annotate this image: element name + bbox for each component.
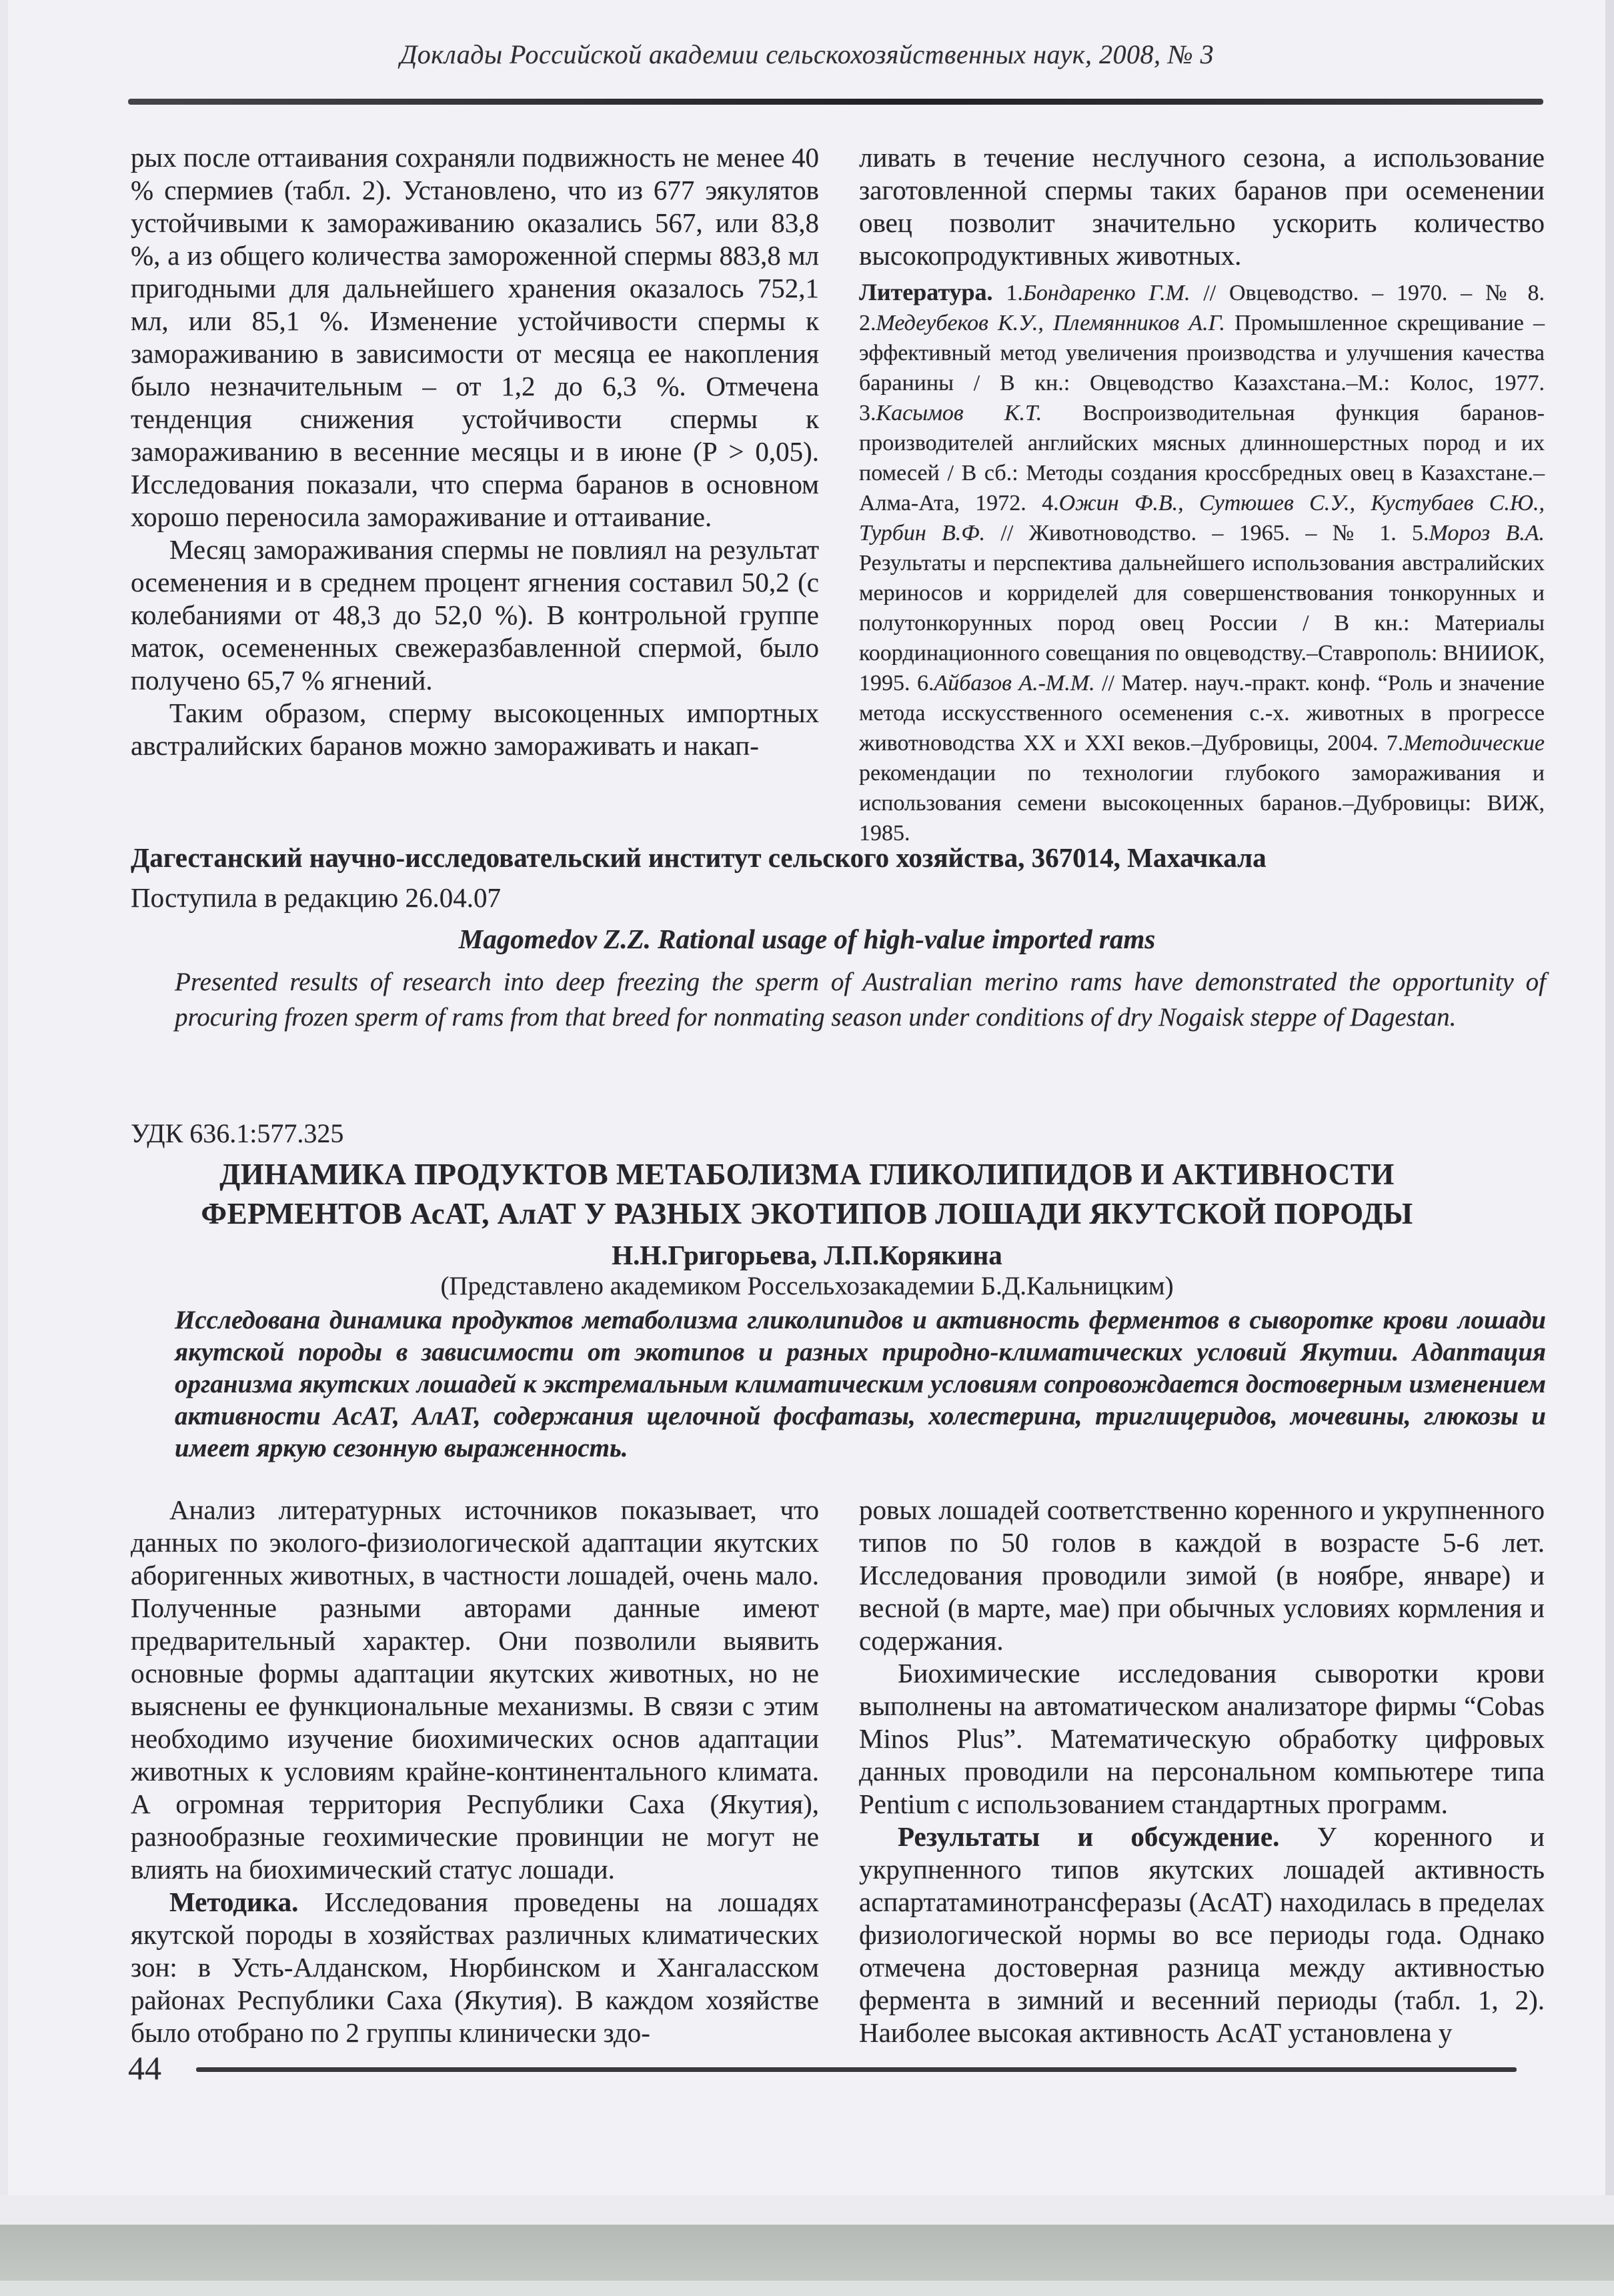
article2-methods-paragraph <box>131 1886 819 2049</box>
article1-left-column <box>131 141 819 762</box>
scanner-background-light-strip <box>0 2281 1614 2296</box>
references-block <box>859 277 1545 848</box>
methods-lead-in: Методика. <box>169 1887 299 1917</box>
article1-paragraph: рых после оттаивания сохраняли подвижность не менее 40 % спермиев (табл. 2). Установлено, что из 677 эякулятов устойчивыми к замораживанию оказались 567, или 83,8 %, а из общего количества замороженной спермы 883,8 мл пригодными для дальнейшего хранения оказалось 752,1 мл, или 85,1 %. Изменение устойчивости спермы к замораживанию в зависимости от месяца ее накопления было незначительным – от 1,2 до 6,3 %. Отмечена тенденция снижения устойчивости спермы к замораживанию в весенние месяцы и в июне (Р > 0,05). Исследования показали, что сперма баранов в основном хорошо переносила замораживание и оттаивание. <box>131 142 819 532</box>
article1-paragraph: Месяц замораживания спермы не повлиял на результат осеменения и в среднем процент ягнения составил 50,2 (с колебаниями от 48,3 до 52,0 %). В контрольной группе маток, осемененных свежеразбавленной спермой, было получено 65,7 % ягнений. <box>131 534 819 696</box>
footer-rule <box>196 2067 1517 2072</box>
article2-title-line2: ФЕРМЕНТОВ АсАТ, АлАТ У РАЗНЫХ ЭКОТИПОВ ЛОШАДИ ЯКУТСКОЙ ПОРОДЫ <box>201 1197 1413 1230</box>
article2-results-paragraph <box>859 1821 1545 2049</box>
article1-right-column <box>859 141 1545 848</box>
article1-english-abstract: Presented results of research into deep freezing the sperm of Australian merino rams have demonstrated the opportunity of procuring frozen sperm of rams from that breed for nonmating season under conditions of dry Nogaisk steppe of Dagestan. <box>175 968 1546 1032</box>
journal-running-head: Доклады Российской академии сельскохозяйственных наук, 2008, № 3 <box>399 39 1215 69</box>
article2-right-column <box>859 1494 1545 2049</box>
article2-title-line1: ДИНАМИКА ПРОДУКТОВ МЕТАБОЛИЗМА ГЛИКОЛИПИДОВ И АКТИВНОСТИ <box>219 1158 1395 1191</box>
article2-paragraph: Анализ литературных источников показывает, что данных по эколого-физиологической адаптации якутских аборигенных животных, в частности лошадей, очень мало. Полученные разными авторами данные имеют предварительный характер. Они позволили выявить основные формы адаптации якутских животных, но не выяснены ее функциональные механизмы. В связи с этим необходимо изучение биохимических основ адаптации животных к условиям крайне-континентального климата. А огромная территория Республики Саха (Якутия), разнообразные геохимические провинции не могут не влиять на биохимический статус лошади. <box>131 1494 819 1885</box>
paper-left-edge <box>0 0 8 2227</box>
methods-text: Исследования проведены на лошадях якутской породы в хозяйствах различных климатических зон: в Усть-Алданском, Нюрбинском и Хангаласском районах Республики Саха (Якутия). В каждом хозяйстве было отобрано по 2 группы клинически здо- <box>131 1887 819 2048</box>
article2-paragraph: ровых лошадей соответственно коренного и укрупненного типов по 50 голов в каждой в возрасте 5-6 лет. Исследования проводили зимой (в ноябре, январе) и весной (в марте, мае) при обычных условиях кормления и содержания. <box>859 1494 1545 1656</box>
article1-paragraph: ливать в течение неслучного сезона, а использование заготовленной спермы таких баранов при осеменении овец позволит значительно ускорить количество высокопродуктивных животных. <box>859 142 1545 271</box>
article2-title <box>140 1155 1474 1234</box>
results-text: У коренного и укрупненного типов якутских лошадей активность аспартатаминотрансферазы (АсАТ) находилась в пределах физиологической нормы во все периоды года. Однако отмечена достоверная разница между активностью фермента в зимний и весенний периоды (табл. 1, 2). Наиболее высокая активность АсАТ установлена у <box>859 1821 1545 2048</box>
header-rule <box>128 99 1543 105</box>
article1-received-date: Поступила в редакцию 26.04.07 <box>131 882 502 913</box>
literature-label: Литература. <box>859 279 993 305</box>
paper-right-edge <box>1605 0 1614 2227</box>
page-number: 44 <box>128 2049 161 2087</box>
article2-paragraph: Биохимические исследования сыворотки крови выполнены на автоматическом анализаторе фирмы “Cobas Minos Plus”. Математическую обработку цифровых данных проводили на персональном компьютере типа Pentium с использованием стандартных программ. <box>859 1658 1545 1819</box>
paper-bottom-edge <box>0 2195 1614 2225</box>
scanner-background-band <box>0 2225 1614 2281</box>
article2-presented-by: (Представлено академиком Россельхозакадемии Б.Д.Кальницким) <box>440 1272 1174 1300</box>
article1-english-title: Magomedov Z.Z. Rational usage of high-value imported rams <box>458 924 1156 954</box>
article1-affiliation: Дагестанский научно-исследовательский институт сельского хозяйства, 367014, Махачкала <box>131 842 1267 873</box>
article2-udk: УДК 636.1:577.325 <box>131 1118 344 1148</box>
article1-paragraph: Таким образом, сперму высокоценных импортных австралийских баранов можно замораживать и накап- <box>131 698 819 761</box>
references-text: 1.Бондаренко Г.М. // Овцеводство. – 1970. – № 8. 2.Медеубеков К.У., Племянников А.Г. Промышленное скрещивание – эффективный метод увеличения производства и улучшения качества баранины / В кн.: Овцеводство Казахстана.–М.: Колос, 1977. 3.Касымов К.Т. Воспроизводительная функция баранов-производителей английских мясных длинношерстных пород и их помесей / В сб.: Методы создания кроссбредных овец в Казахстане.–Алма-Ата, 1972. 4.Ожин Ф.В., Сутюшев С.У., Кустубаев С.Ю., Турбин В.Ф. // Животноводство. – 1965. – № 1. 5.Мороз В.А. Результаты и перспектива дальнейшего использования австралийских мериносов и корриделей для совершенствования тонкорунных и полутонкорунных пород овец России / В кн.: Материалы координационного совещания по овцеводству.–Ставрополь: ВНИИОК, 1995. 6.Айбазов А.-М.М. // Матер. науч.-практ. конф. “Роль и значение метода исскусственного осеменения с.-х. животных в прогрессе животноводства XX и XXI веков.–Дубровицы, 2004. 7.Методические рекомендации по технологии глубокого замораживания и использования семени высокоценных баранов.–Дубровицы: ВИЖ, 1985. <box>859 281 1545 846</box>
article2-russian-abstract: Исследована динамика продуктов метаболизма гликолипидов и активность ферментов в сыворотке крови лошади якутской породы в зависимости от экотипов и разных природно-климатических условий Якутии. Адаптация организма якутских лошадей к экстремальным климатическим условиям сопровождается достоверным изменением активности АсАТ, АлАТ, содержания щелочной фосфатазы, холестерина, триглицеридов, мочевины, глюкозы и имеет яркую сезонную выраженность. <box>175 1306 1546 1462</box>
article2-left-column <box>131 1494 819 2049</box>
results-lead-in: Результаты и обсуждение. <box>898 1821 1280 1852</box>
article2-authors: Н.Н.Григорьева, Л.П.Корякина <box>612 1240 1002 1270</box>
